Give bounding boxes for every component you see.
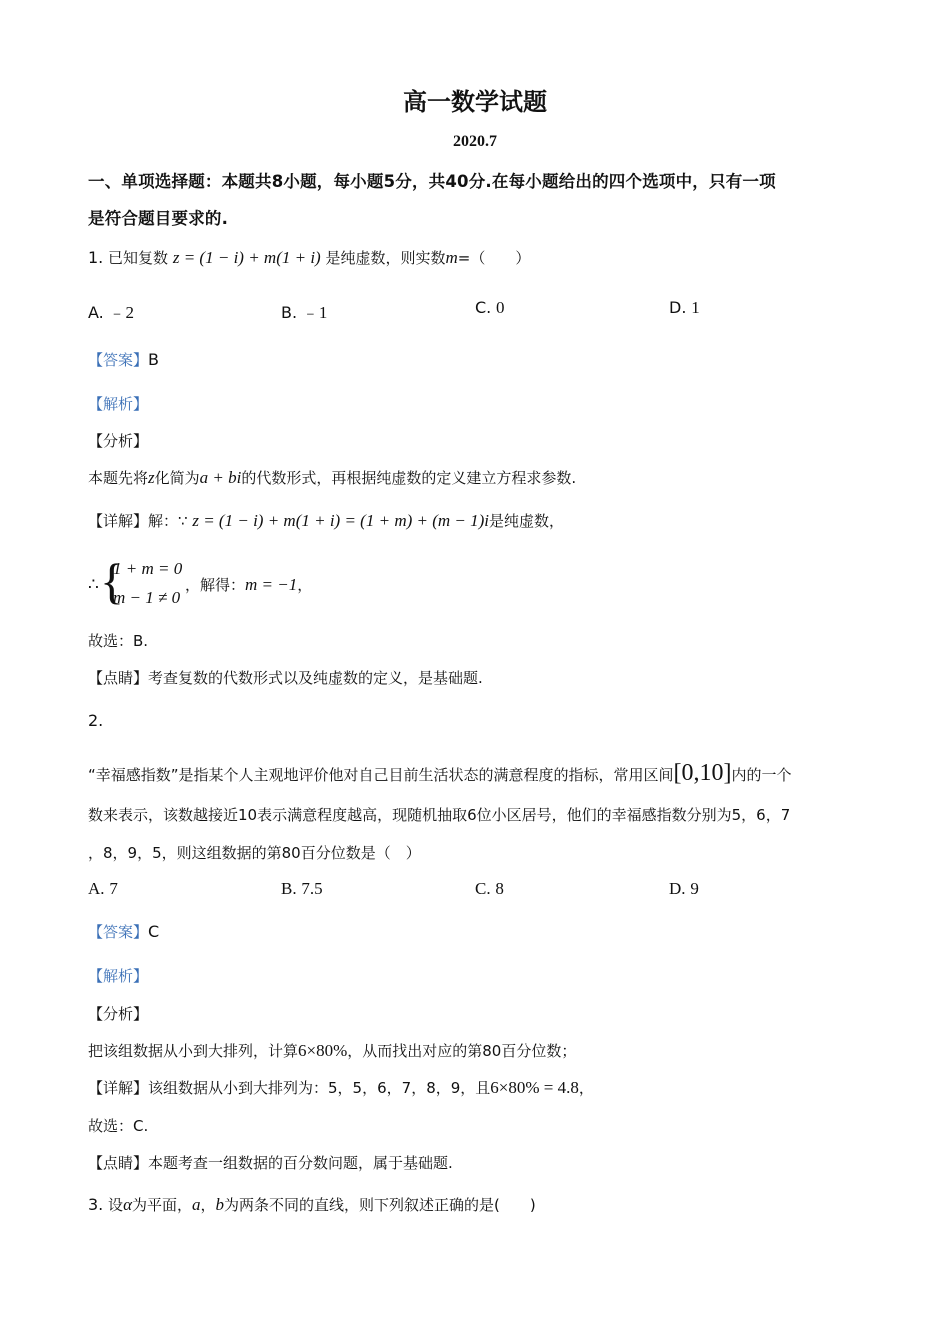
q1-system-eq2: m − 1 ≠ 0: [113, 588, 181, 607]
q2-number: 2.: [88, 711, 104, 730]
q2-fenxi-tag: 【分析】: [88, 1005, 149, 1023]
q1-stem: 1. 已知复数 z = (1 − i) + m(1 + i) 是纯虚数，则实数m=（ ）: [88, 248, 531, 267]
q1-jiexi: 【解析】: [88, 395, 149, 413]
q1-choose: 故选：B.: [88, 632, 149, 650]
q1-therefore: ∴: [88, 575, 99, 595]
q2-option-b: B. 7.5: [281, 879, 323, 898]
exam-date: 2020.7: [453, 133, 497, 150]
q2-dianjing: 【点睛】本题考查一组数据的百分数问题，属于基础题.: [88, 1154, 453, 1172]
q1-option-c: C. 0: [475, 298, 505, 317]
q1-detail: 【详解】解：∵ z = (1 − i) + m(1 + i) = (1 + m) + (m − 1)i是纯虚数，: [88, 511, 565, 530]
q2-option-d: D. 9: [669, 879, 699, 898]
q1-formula: z = (1 − i) + m(1 + i): [172, 248, 321, 267]
page-title: 高一数学试题: [403, 88, 547, 116]
q2-stem-line3: ，8，9，5，则这组数据的第80百分位数是（ ）: [88, 844, 421, 862]
q1-option-d: D. 1: [669, 298, 700, 317]
q1-system-eq1: 1 + m = 0: [113, 559, 183, 578]
q3-stem: 3. 设α为平面，a，b为两条不同的直线，则下列叙述正确的是( ): [88, 1195, 536, 1214]
q2-jiexi: 【解析】: [88, 967, 149, 985]
q2-fenxi: 把该组数据从小到大排列，计算6×80%，从而找出对应的第80百分位数；: [88, 1041, 577, 1060]
q1-option-a: A. ﹣2: [88, 303, 135, 322]
q1-number: 1.: [88, 248, 104, 267]
q2-choose: 故选：C.: [88, 1117, 149, 1135]
section-heading-line1: 一、单项选择题：本题共8小题，每小题5分，共40分.在每小题给出的四个选项中，只有一项: [88, 172, 776, 191]
q1-system-brace: {: [100, 553, 124, 609]
q2-option-c: C. 8: [475, 879, 504, 898]
q1-fenxi-tag: 【分析】: [88, 432, 149, 450]
q1-solve: ，解得：m = −1，: [185, 575, 313, 594]
q2-stem-line1: “幸福感指数”是指某个人主观地评价他对自己目前生活状态的满意程度的指标，常用区间[0,10]内的一个: [88, 760, 792, 786]
q2-answer: 【答案】C: [88, 922, 160, 941]
q1-dianjing: 【点睛】考查复数的代数形式以及纯虚数的定义，是基础题.: [88, 669, 483, 687]
q2-stem-line2: 数来表示，该数越接近10表示满意程度越高，现随机抽取6位小区居号，他们的幸福感指数分别为5，6，7: [88, 806, 791, 824]
q1-option-b: B. ﹣1: [281, 303, 328, 322]
q1-fenxi: 本题先将z化简为a + bi的代数形式，再根据纯虚数的定义建立方程求参数.: [88, 468, 577, 487]
q1-answer: 【答案】B: [88, 350, 159, 369]
section-heading-line2: 是符合题目要求的.: [88, 209, 229, 228]
q2-option-a: A. 7: [88, 879, 118, 898]
q2-detail: 【详解】该组数据从小到大排列为：5，5，6，7，8，9，且6×80% = 4.8，: [88, 1078, 594, 1097]
